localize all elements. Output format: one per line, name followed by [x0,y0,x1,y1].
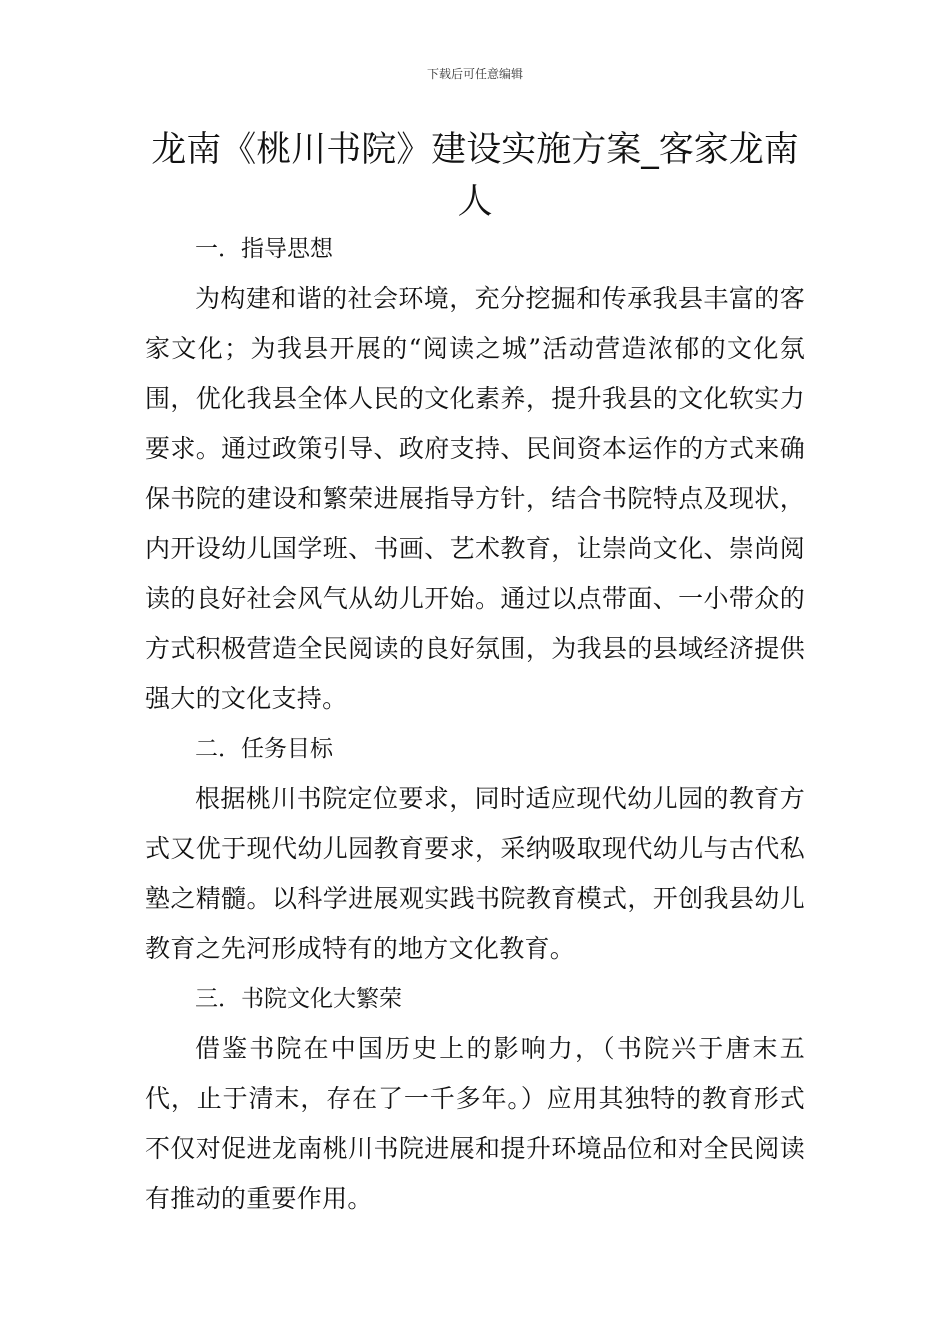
document-body [145,224,805,1224]
header-note: 下载后可任意编辑 [426,67,523,81]
section-heading-guiding-ideology: 一．指导思想 [195,236,333,262]
section-paragraph-task-goals: 根据桃川书院定位要求，同时适应现代幼儿园的教育方式又优于现代幼儿园教育要求，采纳吸取现代幼儿与古代私塾之精髓。以科学进展观实践书院教育模式，开创我县幼儿教育之先河形成特有的地方文化教育。 [145,784,805,963]
section-heading-task-goals: 二．任务目标 [195,736,333,762]
section-paragraph-guiding-ideology: 为构建和谐的社会环境，充分挖掘和传承我县丰富的客家文化；为我县开展的“阅读之城”活动营造浓郁的文化氛围，优化我县全体人民的文化素养，提升我县的文化软实力要求。通过政策引导、政府支持、民间资本运作的方式来确保书院的建设和繁荣进展指导方针，结合书院特点及现状，内开设幼儿国学班、书画、艺术教育，让崇尚文化、崇尚阅读的良好社会风气从幼儿开始。通过以点带面、一小带众的方式积极营造全民阅读的良好氛围，为我县的县域经济提供强大的文化支持。 [145,284,805,713]
document-title: 龙南《桃川书院》建设实施方案_客家龙南人 [151,130,799,222]
section-paragraph-academy-culture: 借鉴书院在中国历史上的影响力，（书院兴于唐末五代，止于清末，存在了一千多年。）应用其独特的教育形式不仅对促进龙南桃川书院进展和提升环境品位和对全民阅读有推动的重要作用。 [145,1034,805,1213]
section-heading-academy-culture: 三．书院文化大繁荣 [195,986,402,1012]
